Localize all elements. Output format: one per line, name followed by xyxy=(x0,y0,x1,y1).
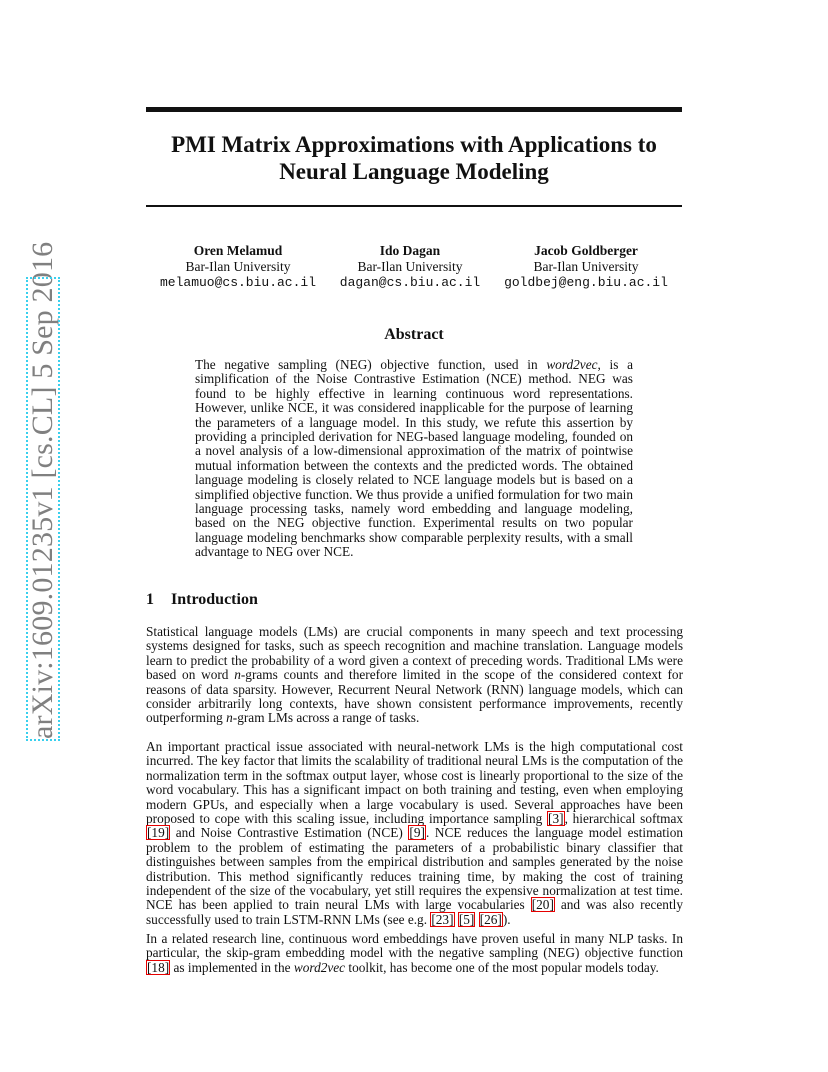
author-block xyxy=(496,243,676,291)
paper-title: PMI Matrix Approximations with Applications to Neural Language Modeling xyxy=(171,132,657,184)
text-emphasis: word2vec xyxy=(293,959,346,975)
text-run: , hierarchical softmax xyxy=(564,811,683,827)
citation-link[interactable]: [5] xyxy=(458,911,475,927)
body-paragraph xyxy=(146,932,683,975)
author-block xyxy=(148,243,328,291)
abstract-text-part: The negative sampling (NEG) objective function, used in xyxy=(195,357,547,372)
text-run: and was also recently successfully used to train LSTM-RNN LMs (see e.g. xyxy=(146,897,683,927)
text-run: ). xyxy=(502,911,511,927)
title-rule-bottom xyxy=(146,205,682,207)
abstract-text-part: , is a simplification of the Noise Contrastive Estimation (NCE) method. NEG was found to be highly effective in learning continuous word representations. However, unlike NCE, it was considered inapplicable for the purpose of learning the parameters of a language model. In this study, we refute this assertion by providing a principled derivation for NEG-based language modeling, founded on a novel analysis of a low-dimensional approximation of the matrix of pointwise mutual information between the contexts and the predicted words. The obtained language modeling is closely related to NCE language models but is based on a simplified objective function. We thus provide a unified formulation for two main language processing tasks, namely word embedding and language modeling, based on the NEG objective function. Experimental results on two popular language modeling benchmarks show comparable perplexity results, with a small advantage to NEG over NCE. xyxy=(195,357,634,560)
author-name: Ido Dagan xyxy=(379,243,441,258)
abstract-text xyxy=(195,358,633,560)
author-block xyxy=(320,243,500,291)
author-name: Jacob Goldberger xyxy=(534,243,638,258)
author-email: goldbej@eng.biu.ac.il xyxy=(504,275,668,290)
text-run: An important practical issue associated with neural-network LMs is the high computational cost incurred. The key factor that limits the scalability of traditional neural LMs is the computation of the normalization term in the softmax output layer, whose cost is linearly proportional to the size of the word vocabulary. This has a significant impact on both training and testing, even when employing modern GPUs, and especially when a large vocabulary is used. Several approaches have been proposed to cope with this scaling issue, including importance sampling xyxy=(146,739,683,827)
citation-link[interactable]: [18] xyxy=(147,959,170,975)
author-email: dagan@cs.biu.ac.il xyxy=(339,275,481,290)
section-number: 1 xyxy=(146,591,154,608)
text-run: In a related research line, continuous word embeddings have proven useful in many NLP tasks. In particular, the skip-gram embedding model with the negative sampling (NEG) objective function xyxy=(146,931,683,961)
text-run: . NCE reduces the language model estimation problem to the problem of estimating the parameters of a probabilistic binary classifier that distinguishes between samples from the empirical distribution and samples generated by the noise distribution. This method significantly reduces training time, by making the cost of training independent of the size of the vocabulary, yet still requires the expensive normalization at test time. NCE has been applied to train neural LMs with large vocabularies xyxy=(146,825,683,913)
section-heading xyxy=(146,591,258,609)
math-variable: n xyxy=(226,710,233,726)
author-affiliation: Bar-Ilan University xyxy=(185,259,291,274)
abstract-heading: Abstract xyxy=(384,326,444,343)
citation-link[interactable]: [9] xyxy=(409,825,425,841)
author-affiliation: Bar-Ilan University xyxy=(357,259,463,274)
text-run: -grams counts and therefore limited in the scope of the considered context for reasons of data sparsity. However, Recurrent Neural Network (RNN) language models, which can consider arbitrarily long contexts, have shown consistent performance improvements, recently outperforming xyxy=(146,667,684,726)
text-run: as implemented in the xyxy=(170,959,294,975)
title-rule-top xyxy=(146,107,682,112)
body-paragraph xyxy=(146,625,683,726)
citation-link[interactable]: [19] xyxy=(147,825,170,841)
citation-link[interactable]: [26] xyxy=(479,911,502,927)
arxiv-identifier-link[interactable]: arXiv:1609.01235v1 [cs.CL] 5 Sep 2016 xyxy=(26,241,59,739)
author-name: Oren Melamud xyxy=(193,243,283,258)
text-run: -gram LMs across a range of tasks. xyxy=(232,710,420,726)
abstract-text-emphasis: word2vec xyxy=(546,357,598,372)
text-run: toolkit, has become one of the most popular models today. xyxy=(345,959,659,975)
body-paragraph xyxy=(146,740,683,927)
text-run: and Noise Contrastive Estimation (NCE) xyxy=(170,825,409,841)
citation-link[interactable]: [3] xyxy=(548,811,564,827)
author-email: melamuo@cs.biu.ac.il xyxy=(159,275,317,290)
text-run: Statistical language models (LMs) are crucial components in many speech and text processing systems designed for tasks, such as speech recognition and machine translation. Language models learn to predict the probability of a word given a context of preceding words. Traditional LMs were based on word xyxy=(146,624,683,683)
math-variable: n xyxy=(234,667,241,683)
author-affiliation: Bar-Ilan University xyxy=(533,259,639,274)
section-title: Introduction xyxy=(171,591,258,608)
citation-link[interactable]: [23] xyxy=(431,911,454,927)
citation-link[interactable]: [20] xyxy=(531,897,554,913)
